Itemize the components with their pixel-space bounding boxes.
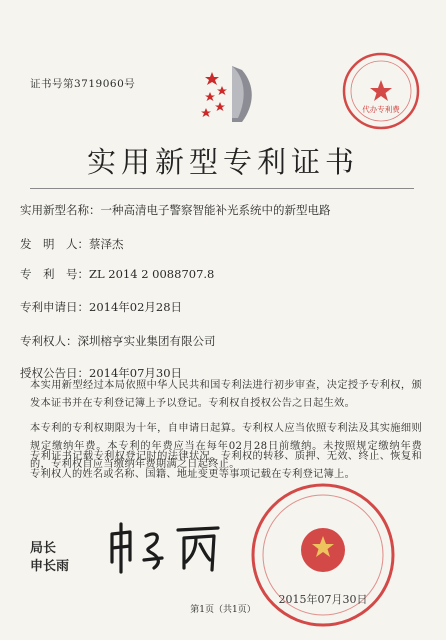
director-name: 申长雨 (30, 559, 70, 574)
patentee-label: 专利权人： (20, 334, 78, 348)
paragraph-term: 本专利的专利权期限为十年，自申请日起算。专利权人应当依照专利法及其实施细则规定缴纳年费。本专利的年费应当在每年02月28日前缴纳。未按照规定缴纳年费的，专利权自应当缴纳年费期满之日起终止。 (30, 423, 422, 470)
paragraph-grant: 本实用新型经过本局依照中华人民共和国专利法进行初步审查，决定授予专利权，颁发本证书并在专利登记簿上予以登记。专利权自授权公告之日起生效。 (30, 380, 422, 409)
filing-date-value: 2014年02月28日 (89, 300, 183, 314)
inventor-row (20, 236, 124, 252)
page-footer: 第1页（共1页） (190, 605, 256, 615)
utility-model-name-value: 一种高清电子警察智能补光系统中的新型电路 (100, 203, 331, 217)
seal-date-text: 2015年07月30日 (278, 593, 368, 606)
patent-number-row (20, 266, 214, 282)
inventor-value: 蔡泽杰 (89, 237, 124, 251)
utility-model-name-label: 实用新型名称： (20, 203, 101, 217)
filing-date-row (20, 299, 182, 315)
director-block (30, 540, 69, 576)
director-signature (100, 518, 230, 578)
certificate-title: 实用新型专利证书 (86, 145, 359, 179)
director-title: 局长 (30, 541, 57, 556)
certificate-number: 证书号第3719060号 (30, 78, 136, 90)
patent-number-value: ZL 2014 2 0088707.8 (89, 267, 215, 281)
seal-text: 代办专利费 (362, 105, 400, 114)
title-divider (30, 188, 414, 189)
agency-seal-stamp (340, 50, 422, 132)
paragraph-register: 专利证书记载专利权登记时的法律状况。专利权的转移、质押、无效、终止、恢复和专利权人的姓名或名称、国籍、地址变更等事项记载在专利登记簿上。 (30, 451, 422, 480)
patentee-value: 深圳榕亨实业集团有限公司 (77, 334, 216, 348)
filing-date-label: 专利申请日： (20, 300, 89, 314)
inventor-label: 发 明 人： (20, 237, 89, 251)
grant-date-value: 2014年07月30日 (89, 366, 183, 380)
grant-date-label: 授权公告日： (20, 366, 89, 380)
patentee-row (20, 333, 216, 349)
utility-model-name-row (20, 202, 331, 218)
sipo-logo-icon (198, 62, 262, 126)
patent-number-label: 专 利 号： (20, 267, 89, 281)
